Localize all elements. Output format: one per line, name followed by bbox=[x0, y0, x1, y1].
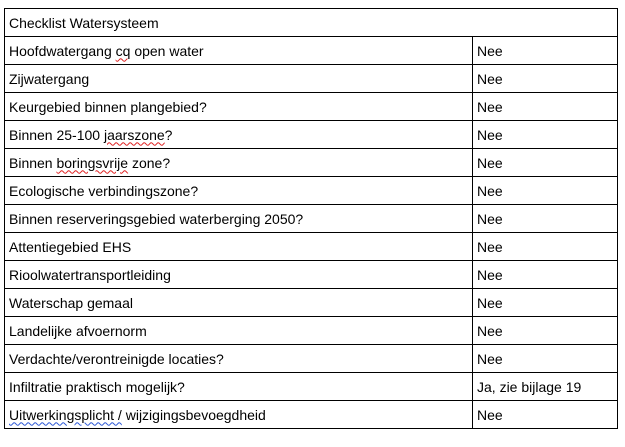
answer-cell: Nee bbox=[473, 149, 618, 177]
question-text: Keurgebied binnen plangebied? bbox=[9, 98, 207, 115]
question-cell bbox=[5, 261, 473, 289]
question-text: Hoofdwatergang bbox=[9, 42, 116, 59]
table-row bbox=[5, 65, 618, 93]
question-text: Binnen 25-100 bbox=[9, 126, 104, 143]
question-cell bbox=[5, 345, 473, 373]
table-row bbox=[5, 177, 618, 205]
question-cell bbox=[5, 37, 473, 65]
answer-cell: Ja, zie bijlage 19 bbox=[473, 373, 618, 401]
answer-cell: Nee bbox=[473, 289, 618, 317]
answer-cell: Nee bbox=[473, 93, 618, 121]
table-row bbox=[5, 205, 618, 233]
question-text: open water bbox=[130, 42, 204, 59]
question-text: Binnen bbox=[9, 154, 57, 171]
answer-cell: Nee bbox=[473, 205, 618, 233]
table-row bbox=[5, 233, 618, 261]
question-text: Landelijke afvoernorm bbox=[9, 322, 147, 339]
question-text: Binnen reserveringsgebied waterberging 2050? bbox=[9, 210, 304, 227]
question-text: Verdachte/verontreinigde locaties? bbox=[9, 350, 224, 367]
answer-cell: Nee bbox=[473, 317, 618, 345]
table-title: Checklist Watersysteem bbox=[5, 9, 618, 37]
answer-cell: Nee bbox=[473, 401, 618, 429]
checklist-table bbox=[4, 8, 618, 429]
table-row bbox=[5, 401, 618, 429]
question-text: Waterschap gemaal bbox=[9, 294, 133, 311]
answer-cell: Nee bbox=[473, 233, 618, 261]
question-cell bbox=[5, 401, 473, 429]
spellcheck-marked-word: cq bbox=[115, 42, 131, 59]
answer-cell: Nee bbox=[473, 177, 618, 205]
question-cell bbox=[5, 121, 473, 149]
table-row bbox=[5, 93, 618, 121]
answer-cell: Nee bbox=[473, 65, 618, 93]
question-text: Attentiegebied EHS bbox=[9, 238, 132, 255]
answer-cell: Nee bbox=[473, 121, 618, 149]
question-cell bbox=[5, 317, 473, 345]
question-cell bbox=[5, 373, 473, 401]
table-row bbox=[5, 317, 618, 345]
question-cell bbox=[5, 65, 473, 93]
question-cell bbox=[5, 233, 473, 261]
question-text: Rioolwatertransportleiding bbox=[9, 266, 171, 283]
table-row bbox=[5, 289, 618, 317]
question-text: Zijwatergang bbox=[9, 70, 90, 87]
table-row bbox=[5, 261, 618, 289]
question-cell bbox=[5, 177, 473, 205]
spellcheck-marked-word: jaarszone bbox=[103, 126, 165, 143]
table-row bbox=[5, 373, 618, 401]
grammar-marked-text: Uitwerkingsplicht / bbox=[9, 406, 122, 423]
question-text: zone? bbox=[128, 154, 171, 171]
question-text: Ecologische verbindingszone? bbox=[9, 182, 199, 199]
question-cell bbox=[5, 149, 473, 177]
answer-cell: Nee bbox=[473, 345, 618, 373]
question-text: ? bbox=[164, 126, 173, 143]
question-cell bbox=[5, 93, 473, 121]
answer-cell: Nee bbox=[473, 37, 618, 65]
table-row bbox=[5, 149, 618, 177]
table-row bbox=[5, 121, 618, 149]
table-row bbox=[5, 345, 618, 373]
table-row bbox=[5, 37, 618, 65]
question-cell bbox=[5, 205, 473, 233]
table-title-row bbox=[5, 9, 618, 37]
question-text: Infiltratie praktisch mogelijk? bbox=[9, 378, 185, 395]
question-text: wijzigingsbevoegdheid bbox=[121, 406, 266, 423]
answer-cell: Nee bbox=[473, 261, 618, 289]
question-cell bbox=[5, 289, 473, 317]
spellcheck-marked-word: boringsvrije bbox=[56, 154, 129, 171]
